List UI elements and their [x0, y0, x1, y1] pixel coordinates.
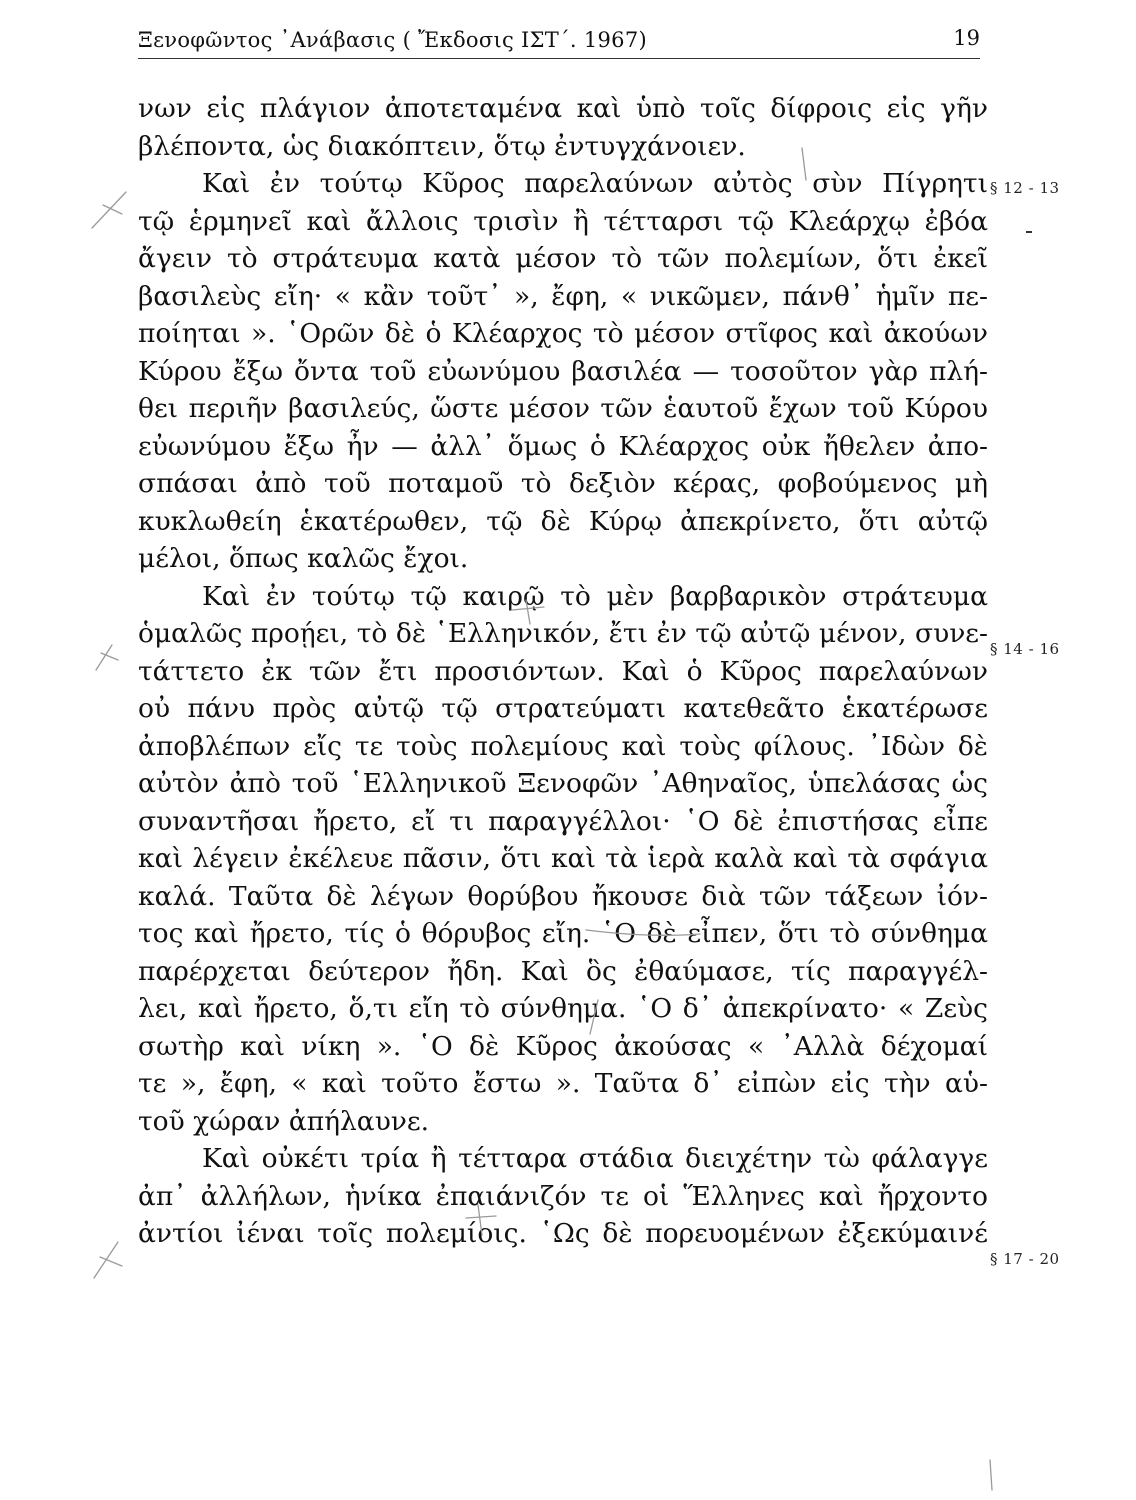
- pencil-tick-mark: [94, 1242, 118, 1278]
- text-line: τος καὶ ἤρετο, τίς ὁ θόρυβος εἴη. ῾Ο δὲ εἶπεν, ὅτι τὸ σύνθημα: [138, 918, 988, 949]
- text-line: σωτὴρ καὶ νίκη ». ῾Ο δὲ Κῦρος ἀκούσας « ᾿Αλλὰ δέχομαί: [138, 1030, 988, 1062]
- text-line: συναντῆσαι ἤρετο, εἴ τι παραγγέλλοι· ῾Ο δὲ ἐπιστήσας εἶπε: [138, 805, 988, 837]
- text-line: ὁμαλῶς προῄει, τὸ δὲ ῾Ελληνικόν, ἔτι ἐν τῷ αὐτῷ μένον, συνε-: [138, 618, 988, 649]
- running-title: Ξενοφῶντος ᾿Ανάβασις ( Ἔκδοσις ΙΣΤ΄. 1967): [138, 28, 647, 52]
- text-line: ἄγειν τὸ στράτευμα κατὰ μέσον τὸ τῶν πολεμίων, ὅτι ἐκεῖ: [138, 243, 988, 274]
- running-head: [138, 24, 980, 59]
- text-line: τάττετο ἐκ τῶν ἔτι προσιόντων. Καὶ ὁ Κῦρος παρελαύνων: [138, 655, 988, 687]
- text-line: καὶ λέγειν ἐκέλευε πᾶσιν, ὅτι καὶ τὰ ἱερὰ καλὰ καὶ τὰ σφάγια: [138, 843, 988, 874]
- pencil-tick-mark: [92, 192, 126, 228]
- text-line: μέλοι, ὅπως καλῶς ἔχοι.: [138, 543, 469, 574]
- text-line: ποίηται ». ῾Ορῶν δὲ ὁ Κλέαρχος τὸ μέσον στῖφος καὶ ἀκούων: [138, 318, 988, 349]
- text-line: ἀποβλέπων εἴς τε τοὺς πολεμίους καὶ τοὺς φίλους. ᾿Ιδὼν δὲ: [138, 730, 988, 762]
- text-line: κυκλωθείη ἑκατέρωθεν, τῷ δὲ Κύρῳ ἀπεκρίνετο, ὅτι αὐτῷ: [138, 505, 988, 537]
- paragraph-start-line: Καὶ ἐν τούτῳ Κῦρος παρελαύνων αὐτὸς σὺν Πίγρητι: [202, 168, 988, 199]
- text-line: βλέποντα, ὡς διακόπτειν, ὅτῳ ἐντυγχάνοιεν.: [138, 130, 746, 162]
- text-line: νων εἰς πλάγιον ἀποτεταμένα καὶ ὑπὸ τοῖς δίφροις εἰς γῆν: [138, 93, 988, 124]
- text-line: τῷ ἑρμηνεῖ καὶ ἄλλοις τρισὶν ἢ τέτταρσι τῷ Κλεάρχῳ ἐβόα: [138, 205, 988, 237]
- text-line: τε », ἔφη, « καὶ τοῦτο ἔστω ». Ταῦτα δ᾿ εἰπὼν εἰς τὴν αὑ-: [138, 1068, 988, 1099]
- pencil-tick-mark: [100, 1257, 122, 1266]
- section-reference: § 12 - 13: [990, 179, 1060, 197]
- text-line: οὐ πάνυ πρὸς αὐτῷ τῷ στρατεύματι κατεθεᾶτο ἑκατέρωσε: [138, 693, 988, 724]
- text-line: Κύρου ἔξω ὄντα τοῦ εὐωνύμου βασιλέα — τοσοῦτον γὰρ πλή-: [138, 355, 988, 387]
- text-line: σπάσαι ἀπὸ τοῦ ποταμοῦ τὸ δεξιὸν κέρας, φοβούμενος μὴ: [138, 468, 988, 499]
- section-reference: § 17 - 20: [990, 1250, 1060, 1268]
- text-line: λει, καὶ ἤρετο, ὅ,τι εἴη τὸ σύνθημα. ῾Ο δ᾿ ἀπεκρίνατο· « Ζεὺς: [138, 993, 988, 1024]
- section-reference: § 14 - 16: [990, 640, 1060, 658]
- pencil-tick-mark: [96, 645, 112, 670]
- pencil-tick-mark: [103, 205, 122, 214]
- text-line: θει περιῆν βασιλεύς, ὥστε μέσον τῶν ἑαυτοῦ ἔχων τοῦ Κύρου: [138, 393, 988, 424]
- text-line: τοῦ χώραν ἀπήλαυνε.: [138, 1105, 430, 1137]
- text-line: ἀπ᾿ ἀλλήλων, ἡνίκα ἐπαιάνιζόν τε οἱ Ἕλληνες καὶ ἤρχοντο: [138, 1180, 988, 1212]
- page-number: 19: [953, 26, 980, 50]
- body-text: [138, 90, 988, 1253]
- text-line: ἀντίοι ἰέναι τοῖς πολεμίοις. ῾Ως δὲ πορευομένων ἐξεκύμαινέ: [138, 1218, 988, 1249]
- paragraph-start-line: Καὶ οὐκέτι τρία ἢ τέτταρα στάδια διειχέτην τὼ φάλαγγε: [202, 1143, 988, 1174]
- text-line: αὐτὸν ἀπὸ τοῦ ῾Ελληνικοῦ Ξενοφῶν ᾿Αθηναῖος, ὑπελάσας ὡς: [138, 768, 988, 799]
- text-line: βασιλεὺς εἴη· « κἂν τοῦτ᾿ », ἔφη, « νικῶμεν, πάνθ᾿ ἡμῖν πε-: [138, 280, 988, 312]
- text-line: εὐωνύμου ἔξω ἦν — ἀλλ᾿ ὅμως ὁ Κλέαρχος οὐκ ἤθελεν ἀπο-: [138, 430, 988, 462]
- pencil-tick-mark: [101, 653, 118, 660]
- text-line: παρέρχεται δεύτερον ἤδη. Καὶ ὃς ἐθαύμασε, τίς παραγγέλ-: [138, 955, 988, 987]
- text-line: καλά. Ταῦτα δὲ λέγων θορύβου ἤκουσε διὰ τῶν τάξεων ἰόν-: [138, 880, 988, 912]
- pencil-tick-mark: [990, 1460, 992, 1490]
- paragraph-start-line: Καὶ ἐν τούτῳ τῷ καιρῷ τὸ μὲν βαρβαρικὸν στράτευμα: [202, 580, 988, 612]
